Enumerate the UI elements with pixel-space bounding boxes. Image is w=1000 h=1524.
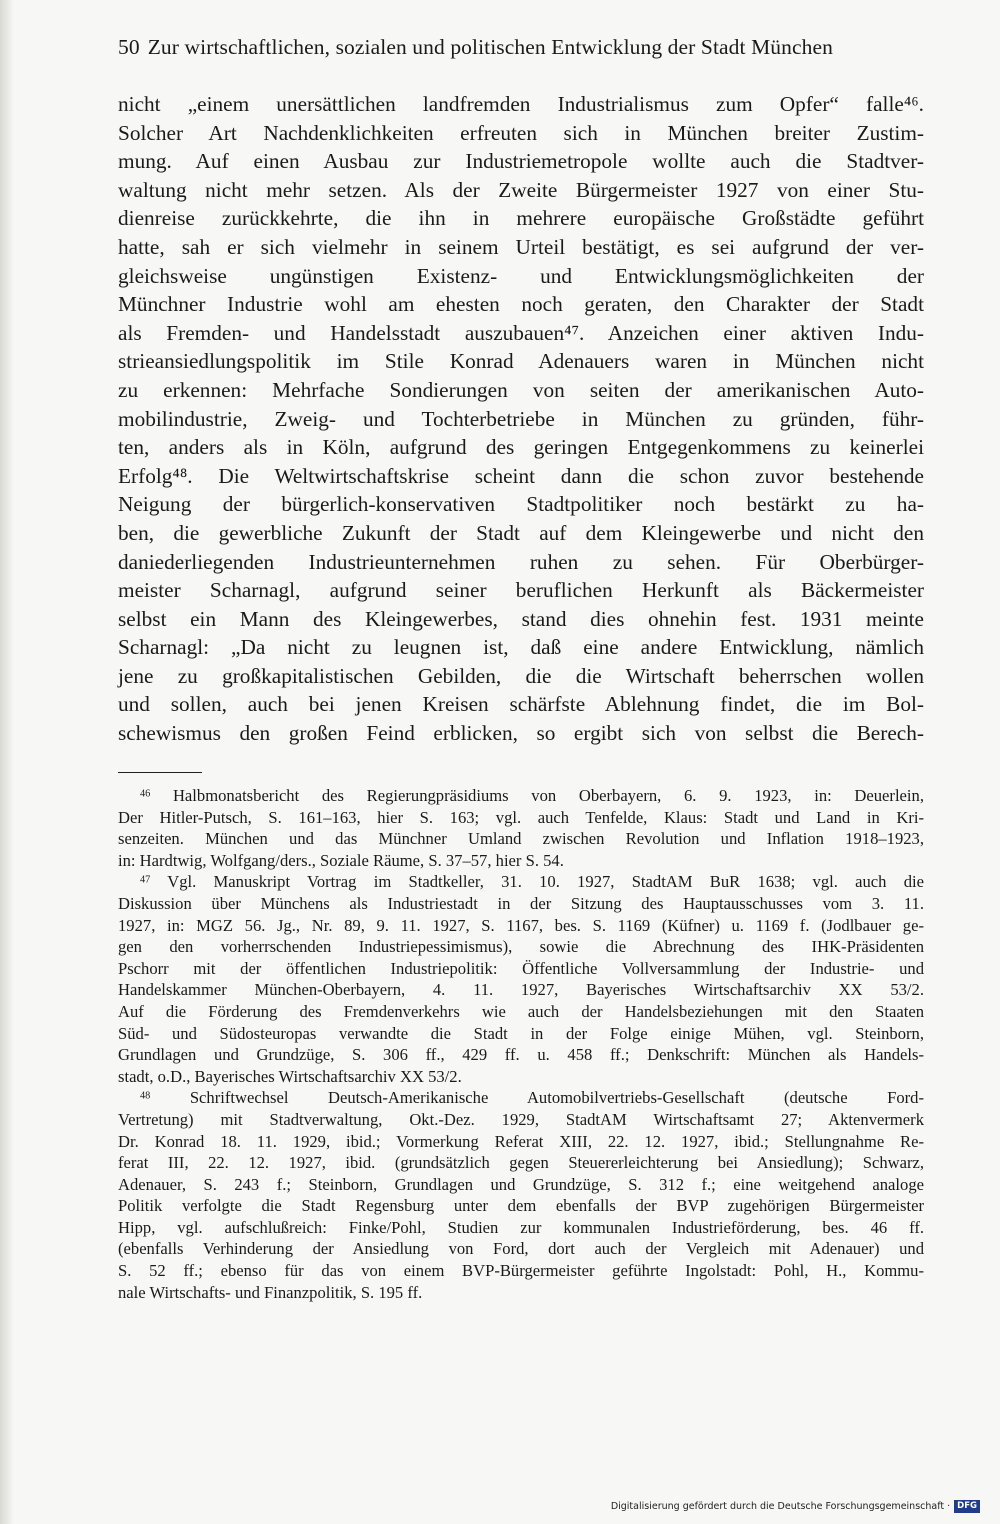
text-line: Münchner Industrie wohl am ehesten noch geraten, den Charakter der Stadt bbox=[118, 292, 924, 317]
dfg-logo: DFG bbox=[954, 1500, 980, 1513]
text-line: mung. Auf einen Ausbau zur Industriemetropole wollte auch die Stadtver- bbox=[118, 149, 924, 174]
footnote-47-line: Handelskammer München-Oberbayern, 4. 11. 1927, Bayerisches Wirtschaftsarchiv XX 53/2. bbox=[118, 980, 924, 1000]
text-line: meister Scharnagl, aufgrund seiner beruflichen Herkunft als Bäckermeister bbox=[118, 578, 924, 603]
text-line: daniederliegenden Industrieunternehmen ruhen zu sehen. Für Oberbürger- bbox=[118, 549, 924, 574]
text-line: waltung nicht mehr setzen. Als der Zweite Bürgermeister 1927 von einer Stu- bbox=[118, 177, 924, 202]
footnote-48-line: $^{48}$ Schriftwechsel Deutsch-Amerikanische Automobilvertriebs-Gesellschaft (deutsche Ford- bbox=[140, 1088, 924, 1108]
footnote-47-line: $^{47}$ Vgl. Manuskript Vortrag im Stadtkeller, 31. 10. 1927, StadtAM BuR 1638; vgl. auch die bbox=[140, 872, 924, 892]
text-line: mobilindustrie, Zweig- und Tochterbetriebe in München zu gründen, führ- bbox=[118, 406, 924, 431]
footnote-47-line: Süd- und Südosteuropas verwandte die Stadt in der Folge einige Mühen, vgl. Steinborn, bbox=[118, 1023, 924, 1043]
footnote-46-line: senzeiten. München und das Münchner Umland zwischen Revolution und Inflation 1918–1923, bbox=[118, 829, 924, 849]
footnote-48-line: Dr. Konrad 18. 11. 1929, ibid.; Vormerkung Referat XIII, 22. 12. 1927, ibid.; Stellungnahme Re- bbox=[118, 1131, 924, 1151]
text-line: nicht „einem unersättlichen landfremden Industrialismus zum Opfer“ falle⁴⁶. bbox=[118, 92, 924, 116]
page-number: 50 bbox=[118, 35, 140, 59]
main-text bbox=[118, 90, 924, 748]
text-line: Erfolg⁴⁸. Die Weltwirtschaftskrise scheint dann die schon zuvor bestehende bbox=[118, 463, 924, 488]
text-line: Scharnagl: „Da nicht zu leugnen ist, daß eine andere Entwicklung, nämlich bbox=[118, 635, 924, 660]
footnote-46-line: in: Hardtwig, Wolfgang/ders., Soziale Räume, S. 37–57, hier S. 54. bbox=[118, 850, 564, 870]
footnote-47-line: Pschorr mit der öffentlichen Industriepolitik: Öffentliche Vollversammlung der Industrie- und bbox=[118, 958, 924, 978]
text-line: Solcher Art Nachdenklichkeiten erfreuten sich in München breiter Zustim- bbox=[118, 120, 924, 145]
footnote-48-line: ferat III, 22. 12. 1927, ibid. (grundsätzlich gegen Steuererleichterung bei Ansiedlung); Schwarz, bbox=[118, 1153, 924, 1173]
footnote-47-line: Auf die Förderung des Fremdenverkehrs wie auch der Handelsbeziehungen mit den Staaten bbox=[118, 1001, 924, 1021]
footnote-number: 46 bbox=[140, 788, 151, 800]
text-line: ben, die gewerbliche Zukunft der Stadt auf dem Kleingewerbe und nicht den bbox=[118, 520, 924, 545]
text-line: und sollen, auch bei jenen Kreisen schärfste Ablehnung findet, die im Bol- bbox=[118, 692, 924, 717]
gutter-shadow bbox=[0, 0, 14, 1524]
footnote-rule bbox=[118, 772, 202, 773]
footnote-47-line: Grundlagen und Grundzüge, S. 306 ff., 429 ff. u. 458 ff.; Denkschrift: München als Handels- bbox=[118, 1045, 924, 1065]
footnote-48-line: S. 52 ff.; ebenso für das von einem BVP-Bürgermeister geführte Ingolstadt: Pohl, H., Kommu- bbox=[118, 1261, 924, 1281]
text-line: ten, anders als in Köln, aufgrund des geringen Entgegenkommens zu keinerlei bbox=[118, 435, 924, 460]
footnote-47-line: gen den vorherrschenden Industriepessimismus), sowie die Abrechnung des IHK-Präsidenten bbox=[118, 937, 924, 957]
text-line: als Fremden- und Handelsstadt auszubauen⁴⁷. Anzeichen einer aktiven Indu- bbox=[118, 320, 924, 345]
footnote-47-line: stadt, o.D., Bayerisches Wirtschaftsarchiv XX 53/2. bbox=[118, 1066, 462, 1086]
text-line: dienreise zurückkehrte, die ihn in mehrere europäische Großstädte geführt bbox=[118, 206, 924, 231]
footnote-46-line: Der Hitler-Putsch, S. 161–163, hier S. 163; vgl. auch Tenfelde, Klaus: Stadt und Land in Kri- bbox=[118, 807, 924, 827]
running-title: Zur wirtschaftlichen, sozialen und politischen Entwicklung der Stadt München bbox=[147, 35, 833, 59]
footnote-48-line: (ebenfalls Verhinderung der Ansiedlung von Ford, dort auch der Vergleich mit Adenauer) und bbox=[118, 1239, 924, 1259]
footnote-48-line: nale Wirtschafts- und Finanzpolitik, S. 195 ff. bbox=[118, 1282, 423, 1302]
footnote-48-line: Politik verfolgte die Stadt Regensburg unter dem ebenfalls der BVP zugehörigen Bürgermeister bbox=[118, 1196, 924, 1216]
footnote-48-line: Adenauer, S. 243 f.; Steinborn, Grundlagen und Grundzüge, S. 312 f.; eine weitgehend analoge bbox=[118, 1174, 924, 1194]
footnote-48-line: Vertretung) mit Stadtverwaltung, Okt.-Dez. 1929, StadtAM Wirtschaftsamt 27; Aktenvermerk bbox=[118, 1109, 924, 1129]
footnote-46-line: $^{46}$ Halbmonatsbericht des Regierungpräsidiums von Oberbayern, 6. 9. 1923, in: Deuerlein, bbox=[140, 786, 924, 805]
credit-text: Digitalisierung gefördert durch die Deutsche Forschungsgemeinschaft · bbox=[610, 1500, 951, 1512]
digitization-credit bbox=[611, 1498, 980, 1514]
text-line: strieansiedlungspolitik im Stile Konrad Adenauers waren in München nicht bbox=[118, 349, 924, 374]
text-line: gleichsweise ungünstigen Existenz- und Entwicklungsmöglichkeiten der bbox=[118, 263, 924, 288]
text-line: schewismus den großen Feind erblicken, so ergibt sich von selbst die Berech- bbox=[118, 721, 924, 746]
text-line: jene zu großkapitalistischen Gebilden, die die Wirtschaft beherrschen wollen bbox=[118, 663, 924, 688]
footnote-47-line: Diskussion über Münchens als Industriestadt in der Sitzung des Hauptausschusses vom 3. 11. bbox=[118, 893, 924, 913]
text-line: Neigung der bürgerlich-konservativen Stadtpolitiker noch bestärkt zu ha- bbox=[118, 492, 924, 517]
footnote-47-line: 1927, in: MGZ 56. Jg., Nr. 89, 9. 11. 1927, S. 1167, bes. S. 1169 (Küfner) u. 1169 f. (Jodlbauer ge- bbox=[118, 915, 924, 935]
footnotes bbox=[118, 785, 924, 1303]
text-line: zu erkennen: Mehrfache Sondierungen von seiten der amerikanischen Auto- bbox=[118, 377, 924, 402]
footnote-number: 47 bbox=[140, 874, 151, 886]
text-line: selbst ein Mann des Kleingewerbes, stand dies ohnehin fest. 1931 meinte bbox=[118, 606, 924, 631]
footnote-number: 48 bbox=[140, 1090, 151, 1102]
text-line: hatte, sah er sich vielmehr in seinem Urteil bestätigt, es sei aufgrund der ver- bbox=[118, 234, 924, 259]
running-head bbox=[118, 34, 924, 60]
footnote-48-line: Hipp, vgl. aufschlußreich: Finke/Pohl, Studien zur kommunalen Industrieförderung, bes. 46 ff. bbox=[118, 1217, 924, 1237]
